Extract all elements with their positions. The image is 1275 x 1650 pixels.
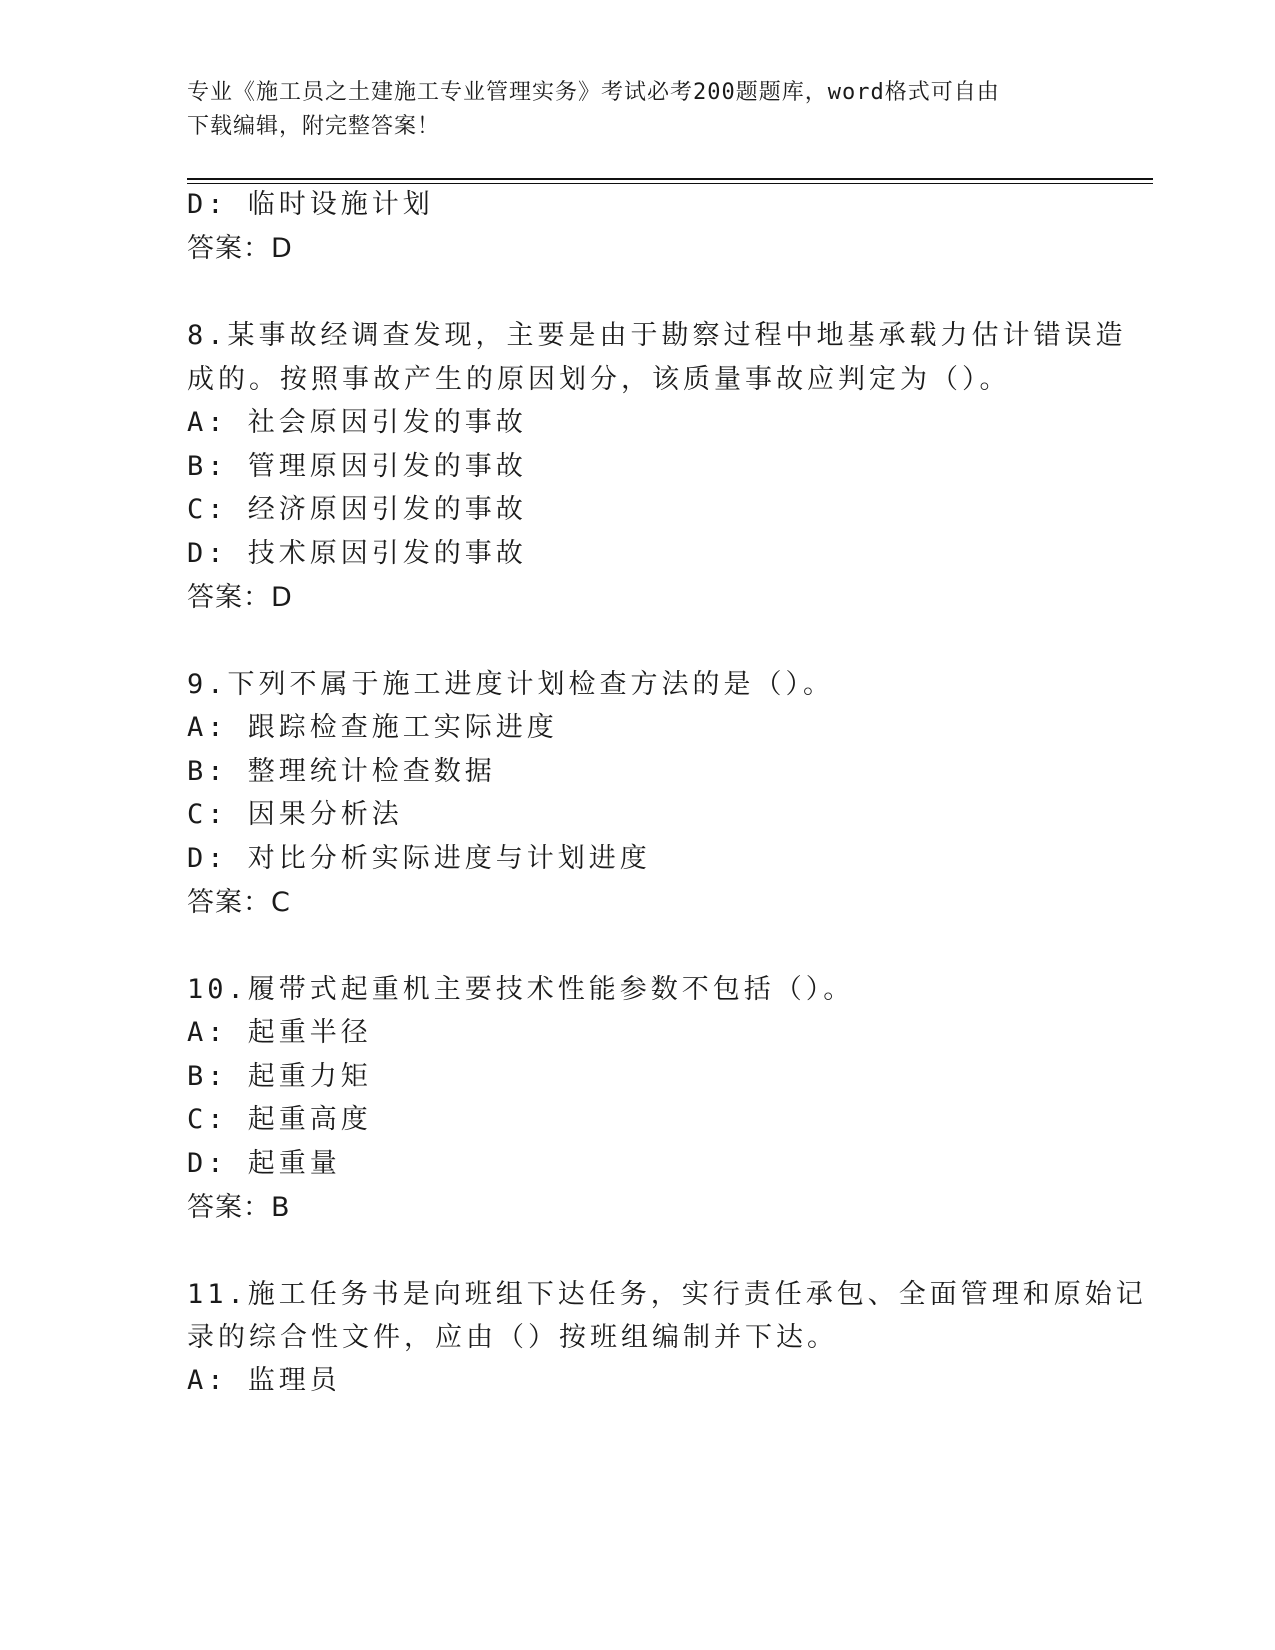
q8-option-b: B: 管理原因引发的事故 [187, 451, 527, 482]
q10-answer: 答案：B [187, 1192, 291, 1223]
q8-stem-line-1: 8.某事故经调查发现，主要是由于勘察过程中地基承载力估计错误造 [187, 320, 1127, 351]
q11-option-a: A: 监理员 [187, 1365, 341, 1396]
q10-option-a: A: 起重半径 [187, 1017, 372, 1048]
header-line-2: 下载编辑，附完整答案！ [187, 114, 441, 139]
header-divider-thick [187, 178, 1153, 180]
q9-option-d: D: 对比分析实际进度与计划进度 [187, 843, 651, 874]
q9-option-a: A: 跟踪检查施工实际进度 [187, 712, 558, 743]
q9-stem-line-1: 9.下列不属于施工进度计划检查方法的是（）。 [187, 669, 835, 700]
q8-option-c: C: 经济原因引发的事故 [187, 494, 527, 525]
q9-option-b: B: 整理统计检查数据 [187, 756, 496, 787]
q8-stem-line-2: 成的。按照事故产生的原因划分，该质量事故应判定为（）。 [187, 364, 1011, 395]
q10-option-d: D: 起重量 [187, 1148, 341, 1179]
q10-option-c: C: 起重高度 [187, 1104, 372, 1135]
q10-stem-line-1: 10.履带式起重机主要技术性能参数不包括（）。 [187, 974, 855, 1005]
q11-stem-line-1: 11.施工任务书是向班组下达任务，实行责任承包、全面管理和原始记 [187, 1279, 1147, 1310]
q8-option-a: A: 社会原因引发的事故 [187, 407, 527, 438]
header-divider-thin [187, 183, 1153, 184]
q7-option-d: D: 临时设施计划 [187, 189, 434, 220]
q7-answer: 答案：D [187, 233, 293, 264]
page-header [187, 76, 1087, 144]
q8-answer: 答案：D [187, 582, 293, 613]
q10-option-b: B: 起重力矩 [187, 1061, 372, 1092]
q11-stem-line-2: 录的综合性文件，应由（）按班组编制并下达。 [187, 1322, 838, 1353]
q8-option-d: D: 技术原因引发的事故 [187, 538, 527, 569]
header-line-1: 专业《施工员之土建施工专业管理实务》考试必考200题题库，word格式可自由 [187, 80, 1000, 105]
q9-answer: 答案：C [187, 887, 291, 918]
q9-option-c: C: 因果分析法 [187, 799, 403, 830]
